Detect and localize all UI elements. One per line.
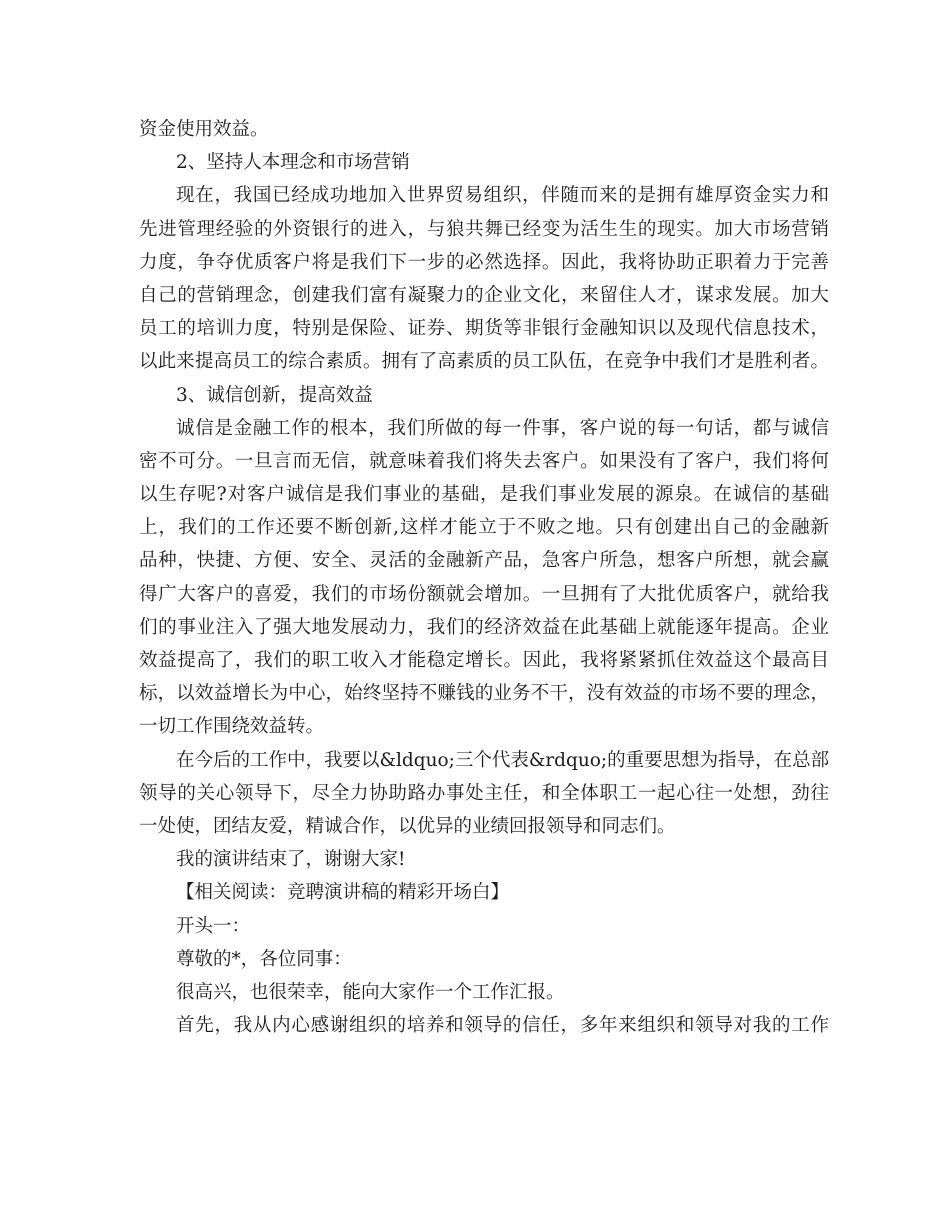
text-line: 很高兴，也很荣幸，能向大家作一个工作汇报。 xyxy=(176,981,565,1003)
text-line: 们的事业注入了强大地发展动力，我们的经济效益在此基础上就能逐年提高。企业 xyxy=(139,616,829,638)
text-line: 得广大客户的喜爱，我们的市场份额就会增加。一旦拥有了大批优质客户，就给我 xyxy=(139,583,829,605)
text-line: 现在，我国已经成功地加入世界贸易组织，伴随而来的是拥有雄厚资金实力和 xyxy=(176,185,829,207)
text-line: 以生存呢?对客户诚信是我们事业的基础，是我们事业发展的源泉。在诚信的基础 xyxy=(139,484,829,506)
text-line: 自己的营销理念，创建我们富有凝聚力的企业文化，来留住人才，谋求发展。加大 xyxy=(139,284,829,306)
text-line: 【相关阅读：竞聘演讲稿的精彩开场白】 xyxy=(176,882,510,904)
text-line: 开头一： xyxy=(176,915,251,937)
text-line: 以此来提高员工的综合素质。拥有了高素质的员工队伍，在竞争中我们才是胜利者。 xyxy=(139,351,829,373)
text-line: 先进管理经验的外资银行的进入，与狼共舞已经变为活生生的现实。加大市场营销 xyxy=(139,218,829,240)
text-line: 资金使用效益。 xyxy=(139,119,269,140)
text-line: 标，以效益增长为中心，始终坚持不赚钱的业务不干，没有效益的市场不要的理念， xyxy=(139,683,829,705)
text-line: 诚信是金融工作的根本，我们所做的每一件事，客户说的每一句话，都与诚信 xyxy=(176,417,829,439)
text-line: 我的演讲结束了，谢谢大家! xyxy=(176,849,406,871)
text-line: 首先，我从内心感谢组织的培养和领导的信任，多年来组织和领导对我的工作 xyxy=(176,1015,829,1037)
text-line: 尊敬的*，各位同事： xyxy=(176,948,352,970)
text-line: 在今后的工作中，我要以&ldquo;三个代表&rdquo;的重要思想为指导，在总部 xyxy=(176,749,830,771)
text-line: 力度，争夺优质客户将是我们下一步的必然选择。因此，我将协助正职着力于完善 xyxy=(139,251,829,273)
text-line: 领导的关心领导下，尽全力协助路办事处主任，和全体职工一起心往一处想，劲往 xyxy=(139,782,829,804)
document-body xyxy=(139,113,829,1042)
text-line: 一切工作围绕效益转。 xyxy=(139,716,325,738)
text-line: 3、诚信创新，提高效益 xyxy=(176,384,373,406)
text-line: 密不可分。一旦言而无信，就意味着我们将失去客户。如果没有了客户，我们将何 xyxy=(139,450,829,472)
text-line: 员工的培训力度，特别是保险、证券、期货等非银行金融知识以及现代信息技术， xyxy=(139,318,829,340)
text-line: 上，我们的工作还要不断创新,这样才能立于不败之地。只有创建出自己的金融新 xyxy=(139,517,829,539)
text-line: 效益提高了，我们的职工收入才能稳定增长。因此，我将紧紧抓住效益这个最高目 xyxy=(139,650,829,671)
text-line: 品种，快捷、方便、安全、灵活的金融新产品，急客户所急，想客户所想，就会赢 xyxy=(139,550,829,572)
text-line: 一处使，团结友爱，精诚合作，以优异的业绩回报领导和同志们。 xyxy=(139,815,676,837)
text-line: 2、坚持人本理念和市场营销 xyxy=(176,152,410,174)
